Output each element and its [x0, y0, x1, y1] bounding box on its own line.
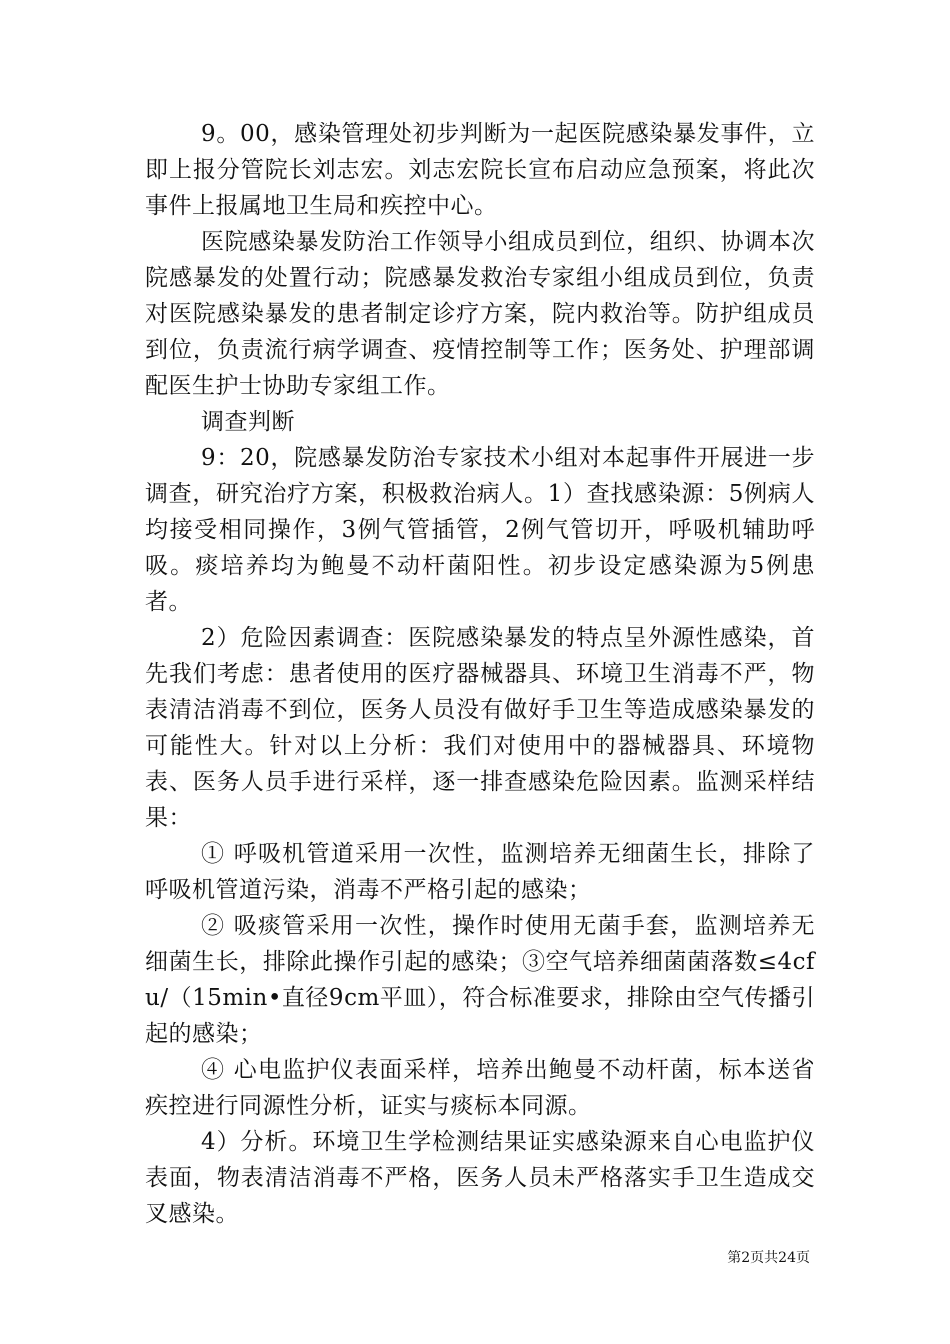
section-heading: 调查判断 — [201, 409, 295, 435]
paragraph-8: 4）分析。环境卫生学检测结果证实感染源来自心电监护仪表面，物表清洁消毒不严格，医务人员未严格落实手卫生造成交叉感染。 — [145, 1129, 815, 1227]
paragraph-7: ④ 心电监护仪表面采样，培养出鲍曼不动杆菌，标本送省疾控进行同源性分析，证实与痰标本同源。 — [145, 1057, 815, 1119]
paragraph-3: 9：20，院感暴发防治专家技术小组对本起事件开展进一步调查，研究治疗方案，积极救治病人。1）查找感染源：5例病人均接受相同操作，3例气管插管，2例气管切开，呼吸机辅助呼吸。痰培养均为鲍曼不动杆菌阳性。初步设定感染源为5例患者。 — [145, 445, 815, 615]
paragraph-4: 2）危险因素调查：医院感染暴发的特点呈外源性感染，首先我们考虑：患者使用的医疗器械器具、环境卫生消毒不严，物表清洁消毒不到位，医务人员没有做好手卫生等造成感染暴发的可能性大。针对以上分析：我们对使用中的器械器具、环境物表、医务人员手进行采样，逐一排查感染危险因素。监测采样结果： — [145, 625, 815, 831]
paragraph-6: ② 吸痰管采用一次性，操作时使用无菌手套，监测培养无细菌生长，排除此操作引起的感染；③空气培养细菌菌落数≤4cfu/（15min•直径9cm平皿），符合标准要求，排除由空气传播引起的感染； — [145, 913, 815, 1047]
page-number-footer: 第2页共24页 — [727, 1250, 810, 1266]
paragraph-1: 9。00，感染管理处初步判断为一起医院感染暴发事件，立即上报分管院长刘志宏。刘志宏院长宣布启动应急预案，将此次事件上报属地卫生局和疾控中心。 — [145, 121, 815, 219]
paragraph-5: ① 呼吸机管道采用一次性，监测培养无细菌生长，排除了呼吸机管道污染，消毒不严格引起的感染； — [145, 841, 815, 903]
paragraph-2: 医院感染暴发防治工作领导小组成员到位，组织、协调本次院感暴发的处置行动；院感暴发救治专家组小组成员到位，负责对医院感染暴发的患者制定诊疗方案，院内救治等。防护组成员到位，负责流行病学调查、疫情控制等工作；医务处、护理部调配医生护士协助专家组工作。 — [145, 229, 815, 399]
document-body — [145, 116, 815, 1232]
